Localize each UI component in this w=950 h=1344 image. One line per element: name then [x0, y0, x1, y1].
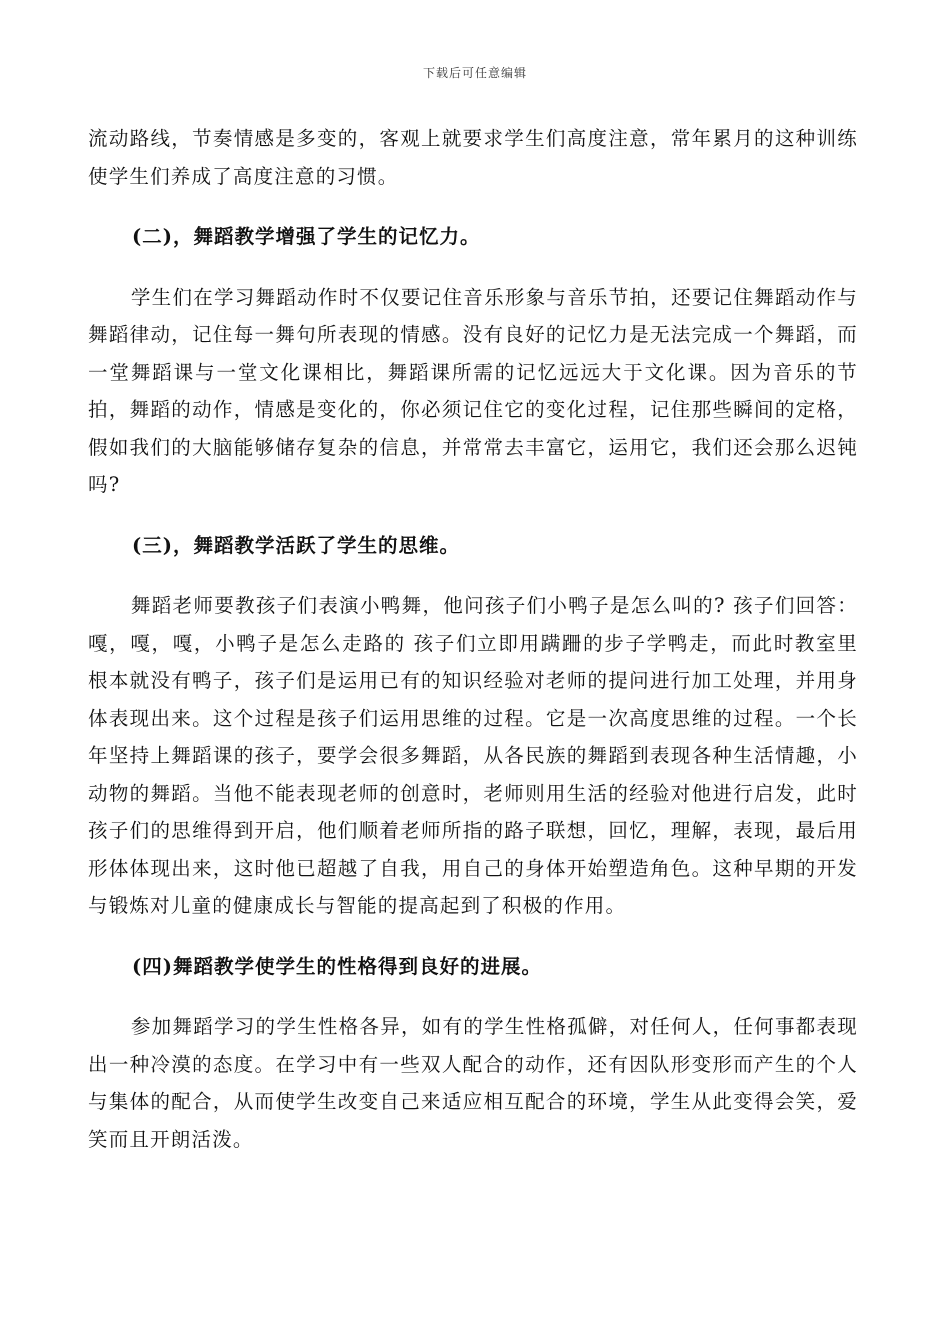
- paragraph-personality: 参加舞蹈学习的学生性格各异，如有的学生性格孤僻，对任何人，任何事都表现出一种冷漠的态度。在学习中有一些双人配合的动作，还有因队形变形而产生的个人与集体的配合，从而使学生改变自己来适应相互配合的环境，学生从此变得会笑，爱笑而且开朗活泼。: [88, 1015, 858, 1151]
- section-heading-4: (四)舞蹈教学使学生的性格得到良好的进展。: [132, 954, 542, 978]
- paragraph-continuation: 流动路线，节奏情感是多变的，客观上就要求学生们高度注意，常年累月的这种训练使学生们养成了高度注意的习惯。: [88, 127, 858, 188]
- section-heading-3: (三)，舞蹈教学活跃了学生的思维。: [132, 533, 460, 557]
- page-header: 下载后可任意编辑: [422, 66, 527, 80]
- paragraph-memory: 学生们在学习舞蹈动作时不仅要记住音乐形象与音乐节拍，还要记住舞蹈动作与舞蹈律动，记住每一舞句所表现的情感。没有良好的记忆力是无法完成一个舞蹈，而一堂舞蹈课与一堂文化课相比，舞蹈课所需的记忆远远大于文化课。因为音乐的节拍，舞蹈的动作，情感是变化的，你必须记住它的变化过程，记住那些瞬间的定格，假如我们的大脑能够储存复杂的信息，并常常去丰富它，运用它，我们还会那么迟钝吗?: [88, 285, 858, 496]
- section-heading-2: (二)，舞蹈教学增强了学生的记忆力。: [132, 225, 481, 248]
- document-body: [88, 120, 858, 1158]
- paragraph-thinking: 舞蹈老师要教孩子们表演小鸭舞，他问孩子们小鸭子是怎么叫的? 孩子们回答：嘎，嘎，嘎，小鸭子是怎么走路的 孩子们立即用蹒跚的步子学鸭走，而此时教室里根本就没有鸭子，孩子们是运用已有的知识经验对老师的提问进行加工处理，并用身体表现出来。这个过程是孩子们运用思维的过程。它是一次高度思维的过程。一个长年坚持上舞蹈课的孩子，要学会很多舞蹈，从各民族的舞蹈到表现各种生活情趣，小动物的舞蹈。当他不能表现老师的创意时，老师则用生活的经验对他进行启发，此时孩子们的思维得到开启，他们顺着老师所指的路子联想，回忆，理解，表现，最后用形体体现出来，这时他已超越了自我，用自己的身体开始塑造角色。这种早期的开发与锻炼对儿童的健康成长与智能的提高起到了积极的作用。: [88, 594, 858, 917]
